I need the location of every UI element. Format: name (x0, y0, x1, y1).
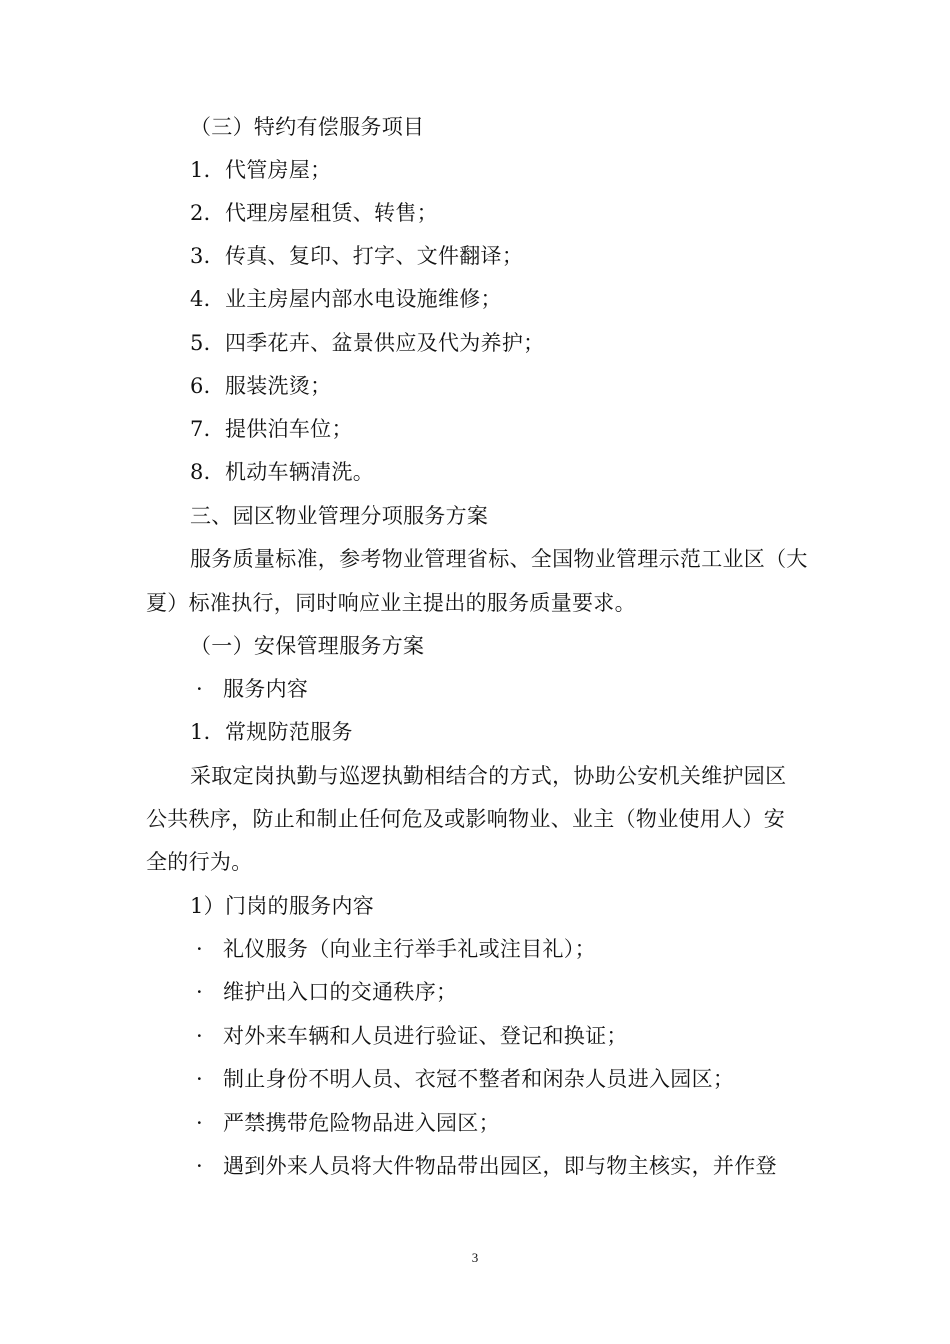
section-heading-park-management: 三、园区物业管理分项服务方案 (190, 504, 489, 528)
paragraph-line: 全的行为。 (146, 850, 253, 874)
subheading-gate-post: 1）门岗的服务内容 (190, 894, 375, 918)
page-number: 3 (471, 1250, 479, 1265)
bullet-icon: · (196, 677, 203, 701)
bullet-icon: · (196, 1154, 203, 1178)
bullet-item: 服务内容 (223, 677, 309, 701)
bullet-item: 制止身份不明人员、衣冠不整者和闲杂人员进入园区； (223, 1067, 735, 1091)
bullet-icon: · (196, 1111, 203, 1135)
bullet-icon: · (196, 980, 203, 1004)
list-item: 4．业主房屋内部水电设施维修； (190, 287, 502, 311)
bullet-item: 严禁携带危险物品进入园区； (223, 1111, 500, 1135)
subheading-regular-prevention: 1．常规防范服务 (190, 720, 353, 744)
paragraph-line: 采取定岗执勤与巡逻执勤相结合的方式，协助公安机关维护园区 (190, 764, 787, 788)
bullet-icon: · (196, 1024, 203, 1048)
paragraph-line: 服务质量标准，参考物业管理省标、全国物业管理示范工业区（大 (190, 547, 808, 571)
bullet-item: 礼仪服务（向业主行举手礼或注目礼）； (223, 937, 596, 961)
list-item: 3．传真、复印、打字、文件翻译； (190, 244, 524, 268)
bullet-item: 遇到外来人员将大件物品带出园区，即与物主核实，并作登 (223, 1154, 777, 1178)
paragraph-line: 夏）标准执行，同时响应业主提出的服务质量要求。 (146, 591, 636, 615)
paragraph-line: 公共秩序，防止和制止任何危及或影响物业、业主（物业使用人）安 (146, 807, 785, 831)
list-item: 1．代管房屋； (190, 158, 332, 182)
bullet-icon: · (196, 937, 203, 961)
bullet-item: 维护出入口的交通秩序； (223, 980, 458, 1004)
bullet-icon: · (196, 1067, 203, 1091)
list-item: 2．代理房屋租赁、转售； (190, 201, 438, 225)
list-item: 6．服装洗烫； (190, 374, 332, 398)
section-heading-security: （一）安保管理服务方案 (190, 634, 425, 658)
bullet-item: 对外来车辆和人员进行验证、登记和换证； (223, 1024, 628, 1048)
list-item: 8．机动车辆清洗。 (190, 460, 375, 484)
list-item: 7．提供泊车位； (190, 417, 353, 441)
section-heading-special-services: （三）特约有偿服务项目 (190, 115, 425, 139)
list-item: 5．四季花卉、盆景供应及代为养护； (190, 331, 545, 355)
